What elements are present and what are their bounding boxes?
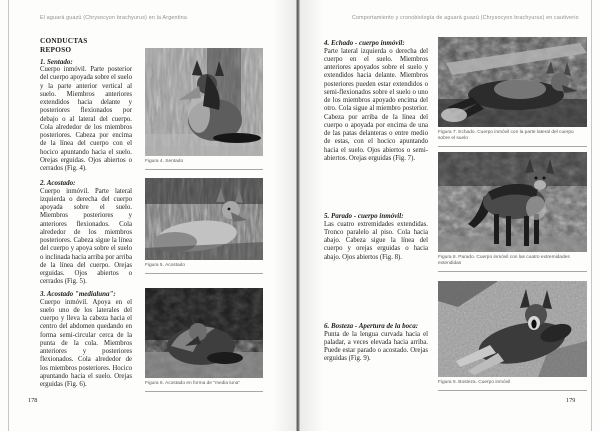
- figure-7-photo: [438, 37, 587, 127]
- section-title-acostado: 2. Acostado:: [40, 179, 76, 187]
- figure-9: [438, 281, 587, 391]
- right-text-block-6: [324, 319, 428, 364]
- figure-8-caption: Figura 8. Parado. Cuerpo inmóvil con las cuatro extremidades extendidas: [438, 255, 570, 266]
- figure-7-caption: Figura 7. Echado. Cuerpo inmóvil con la parte lateral del cuerpo sobre el suelo: [438, 130, 574, 141]
- figure-4: [145, 48, 263, 170]
- book-gutter: [296, 0, 300, 431]
- figure-5: [145, 178, 263, 274]
- section-title-bosteza: 6. Bosteza - Apertura de la boca:: [324, 322, 419, 330]
- left-text-block-1: [40, 37, 132, 173]
- section-title-echado: 4. Echado - cuerpo inmóvil:: [324, 39, 405, 47]
- page-number-left: 178: [28, 397, 38, 404]
- figure-4-photo: [145, 48, 263, 156]
- left-page-edge: [8, 0, 9, 431]
- figure-7-divider: [438, 146, 587, 147]
- section-body-echado: Parte lateral izquierda o derecha del cuerpo en el suelo. Miembros anteriores apoyados sobre el suelo y extendidos hacia delante. Miembros posteriores pueden estar extendidos o semi-flexionados sobre el suelo o uno de los miembros apoyado encima del otro. Cola sigue al miembro posterior. Cabeza por arriba de la línea del cuerpo o apoyada por encima de una de las patas delanteras o entre medio de estas, con el hocico apuntando hacia el suelo. Ojos abiertos o semi-abiertos. Orejas erguidas (Fig. 7).: [324, 47, 428, 162]
- figure-6-photo: [145, 288, 263, 378]
- left-text-block-3: [40, 287, 132, 389]
- running-head-left: El aguará guazú (Chrysocyon brachyurus) en la Argentina: [40, 15, 188, 21]
- figure-7: [438, 37, 587, 147]
- section-title-parado: 5. Parado - cuerpo inmóvil:: [324, 212, 404, 220]
- section-title-medialuna: 3. Acostado "medialuna":: [40, 290, 116, 298]
- section-body-bosteza: Punta de la lengua curvada hacia el paladar, a veces elevada hacia arriba. Puede estar parado o acostado. Orejas erguidas (Fig. 9).: [324, 330, 428, 363]
- figure-6: [145, 288, 263, 392]
- figure-6-caption: Figura 6. Acostado en forma de "media luna": [145, 381, 241, 386]
- section-body-sentado: Cuerpo inmóvil. Parte posterior del cuerpo apoyada sobre el suelo y la parte anterior vertical al suelo. Miembros anteriores extendidos hacia delante y posteriores flexionados por debajo o al lateral del cuerpo. Cola alrededor de los miembros posteriores. Cabeza por encima de la línea del cuerpo con el hocico apuntando hacia el suelo. Orejas erguidas. Ojos abiertos o cerrados (Fig. 4).: [40, 66, 132, 173]
- gutter-shadow-left: [272, 0, 296, 431]
- figure-5-divider: [145, 273, 263, 274]
- gutter-shadow-right: [300, 0, 324, 431]
- figure-8-divider: [438, 271, 587, 272]
- right-page-edge: [591, 0, 592, 431]
- heading-reposo: REPOSO: [40, 44, 72, 54]
- figure-8-photo: [438, 152, 587, 252]
- right-text-block-5: [324, 209, 428, 262]
- figure-5-caption: Figura 5. Acostado: [145, 263, 185, 268]
- figure-8: [438, 152, 587, 272]
- heading-conductas: CONDUCTAS: [40, 36, 88, 45]
- figure-6-divider: [145, 391, 263, 392]
- figure-9-photo: [438, 281, 587, 377]
- section-title-sentado: 1. Sentado:: [40, 57, 73, 66]
- section-body-parado: Las cuatro extremidades extendidas. Tronco paralelo al piso. Cola hacia abajo. Cabeza sigue la línea del cuerpo y orejas erguidas o hacia abajo. Ojos abiertos (Fig. 8).: [324, 220, 428, 261]
- figure-9-divider: [438, 390, 587, 391]
- figure-5-photo: [145, 178, 263, 260]
- figure-4-divider: [145, 169, 263, 170]
- running-head-right: Comportamiento y cronobiología de aguará guazú (Chrysocyon brachyurus) en cautiverio: [352, 15, 579, 21]
- left-text-block-2: [40, 176, 132, 287]
- figure-9-caption: Figura 9. Bosteza. Cuerpo inmóvil: [438, 380, 511, 385]
- section-body-acostado: Cuerpo inmóvil. Parte lateral izquierda o derecha del cuerpo apoyada sobre el suelo. Miembros posteriores y anteriores flexionados. Cola alrededor de los miembros posteriores. Cabeza sigue la línea del cuerpo y apoya sobre el suelo o inclinada hacia arriba por arriba de la línea del cuerpo. Orejas erguidas. Ojos abiertos o cerrados (Fig. 5).: [40, 187, 132, 286]
- page-number-right: 179: [566, 397, 576, 404]
- right-text-block-4: [324, 36, 428, 163]
- section-body-medialuna: Cuerpo inmóvil. Apoya en el suelo uno de los laterales del cuerpo y lleva la cabeza hacia el centro del abdomen quedando en forma semi-circular cerca de la punta de la cola. Miembros anteriores y posteriores flexionados. Cola alrededor de los miembros posteriores. Hocico apuntando hacia el suelo. Orejas erguidas (Fig. 6).: [40, 298, 132, 389]
- figure-4-caption: Figura 4. Sentado: [145, 159, 184, 164]
